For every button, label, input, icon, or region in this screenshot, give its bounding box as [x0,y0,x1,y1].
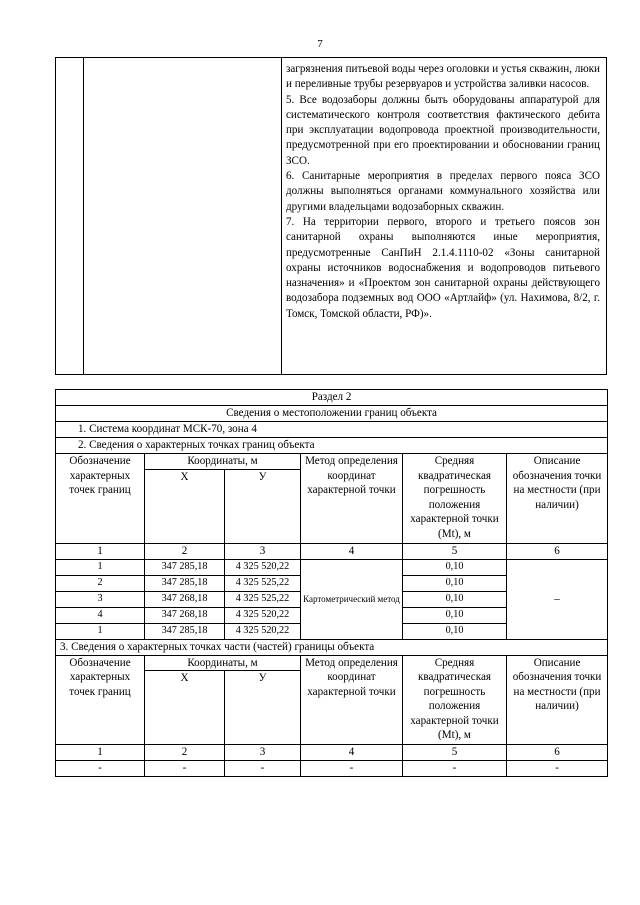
coordinate-system: 1. Система координат МСК-70, зона 4 [56,422,608,438]
point-y: 4 325 525,22 [225,575,301,591]
paragraph: 6. Санитарные мероприятия в пределах первого пояса ЗСО должны выполняться органами коммунального хозяйства или другими владельцами водозаборных скважин. [286,170,600,213]
point-y: 4 325 520,22 [225,607,301,623]
point-mt: 0,10 [403,591,507,607]
header-designation: Обозначение характерных точек границ [56,655,145,745]
part-cell: - [403,761,507,777]
point-mt: 0,10 [403,559,507,575]
col-number: 3 [225,543,301,559]
point-mt: 0,10 [403,575,507,591]
header-designation: Обозначение характерных точек границ [56,454,145,544]
header-method: Метод определения координат характерной точки [301,655,403,745]
header-coords: Координаты, м [145,655,301,671]
point-id: 1 [56,623,145,639]
point-y: 4 325 520,22 [225,559,301,575]
section-subtitle: Сведения о местоположении границ объекта [56,406,608,422]
method-value: Картометрический метод [301,559,403,639]
header-error: Средняя квадратическая погрешность положения характерной точки (Mt), м [403,655,507,745]
part-cell: - [301,761,403,777]
header-error: Средняя квадратическая погрешность положения характерной точки (Mt), м [403,454,507,544]
empty-cell-number [56,58,84,375]
point-y: 4 325 525,22 [225,591,301,607]
description-value: – [507,559,608,639]
col-number: 4 [301,745,403,761]
point-id: 2 [56,575,145,591]
paragraph: 5. Все водозаборы должны быть оборудованы аппаратурой для систематического контроля соответствия фактического дебита при эксплуатации водопровода проектной производительности, предусмотренной при его проектировании и обосновании границ ЗСО. [286,93,600,167]
col-number: 1 [56,745,145,761]
point-x: 347 268,18 [145,607,225,623]
empty-cell-name [84,58,282,375]
points-heading: 2. Сведения о характерных точках границ объекта [56,438,608,454]
header-description: Описание обозначения точки на местности (при наличии) [507,454,608,544]
point-mt: 0,10 [403,623,507,639]
header-x: Х [145,671,225,745]
header-coords: Координаты, м [145,454,301,470]
header-x: Х [145,469,225,543]
col-number: 2 [145,745,225,761]
part-cell: - [145,761,225,777]
point-id: 4 [56,607,145,623]
part-points-heading: 3. Сведения о характерных точках части (частей) границы объекта [56,639,608,655]
col-number: 2 [145,543,225,559]
col-number: 4 [301,543,403,559]
part-cell: - [225,761,301,777]
col-number: 1 [56,543,145,559]
page-number: 7 [317,38,323,50]
point-y: 4 325 520,22 [225,623,301,639]
paragraph: 7. На территории первого, второго и третьего поясов зон санитарной охраны выполняются иные мероприятия, предусмотренные СанПиН 2.1.4.1110-02 «Зоны санитарной охраны источников водоснабжения и водопроводов питьевого назначения» и «Проектом зон санитарной охраны действующего водозабора подземных вод ООО «Артлайф» (ул. Нахимова, 8/2, г. Томск, Томской области, РФ)». [286,215,600,320]
header-y: У [225,671,301,745]
boundaries-table [55,389,608,777]
point-x: 347 268,18 [145,591,225,607]
col-number: 5 [403,543,507,559]
point-id: 3 [56,591,145,607]
part-cell: - [507,761,608,777]
requirements-table [55,57,607,375]
paragraph: загрязнения питьевой воды через оголовки и устья скважин, люки и переливные трубы резервуаров и устройства заливки насосов. [286,63,600,91]
point-x: 347 285,18 [145,623,225,639]
requirements-text-cell [282,58,607,375]
part-cell: - [56,761,145,777]
section-title: Раздел 2 [56,390,608,406]
col-number: 6 [507,543,608,559]
header-method: Метод определения координат характерной точки [301,454,403,544]
point-mt: 0,10 [403,607,507,623]
header-y: У [225,469,301,543]
point-x: 347 285,18 [145,575,225,591]
col-number: 6 [507,745,608,761]
point-id: 1 [56,559,145,575]
col-number: 3 [225,745,301,761]
col-number: 5 [403,745,507,761]
header-description: Описание обозначения точки на местности (при наличии) [507,655,608,745]
point-x: 347 285,18 [145,559,225,575]
